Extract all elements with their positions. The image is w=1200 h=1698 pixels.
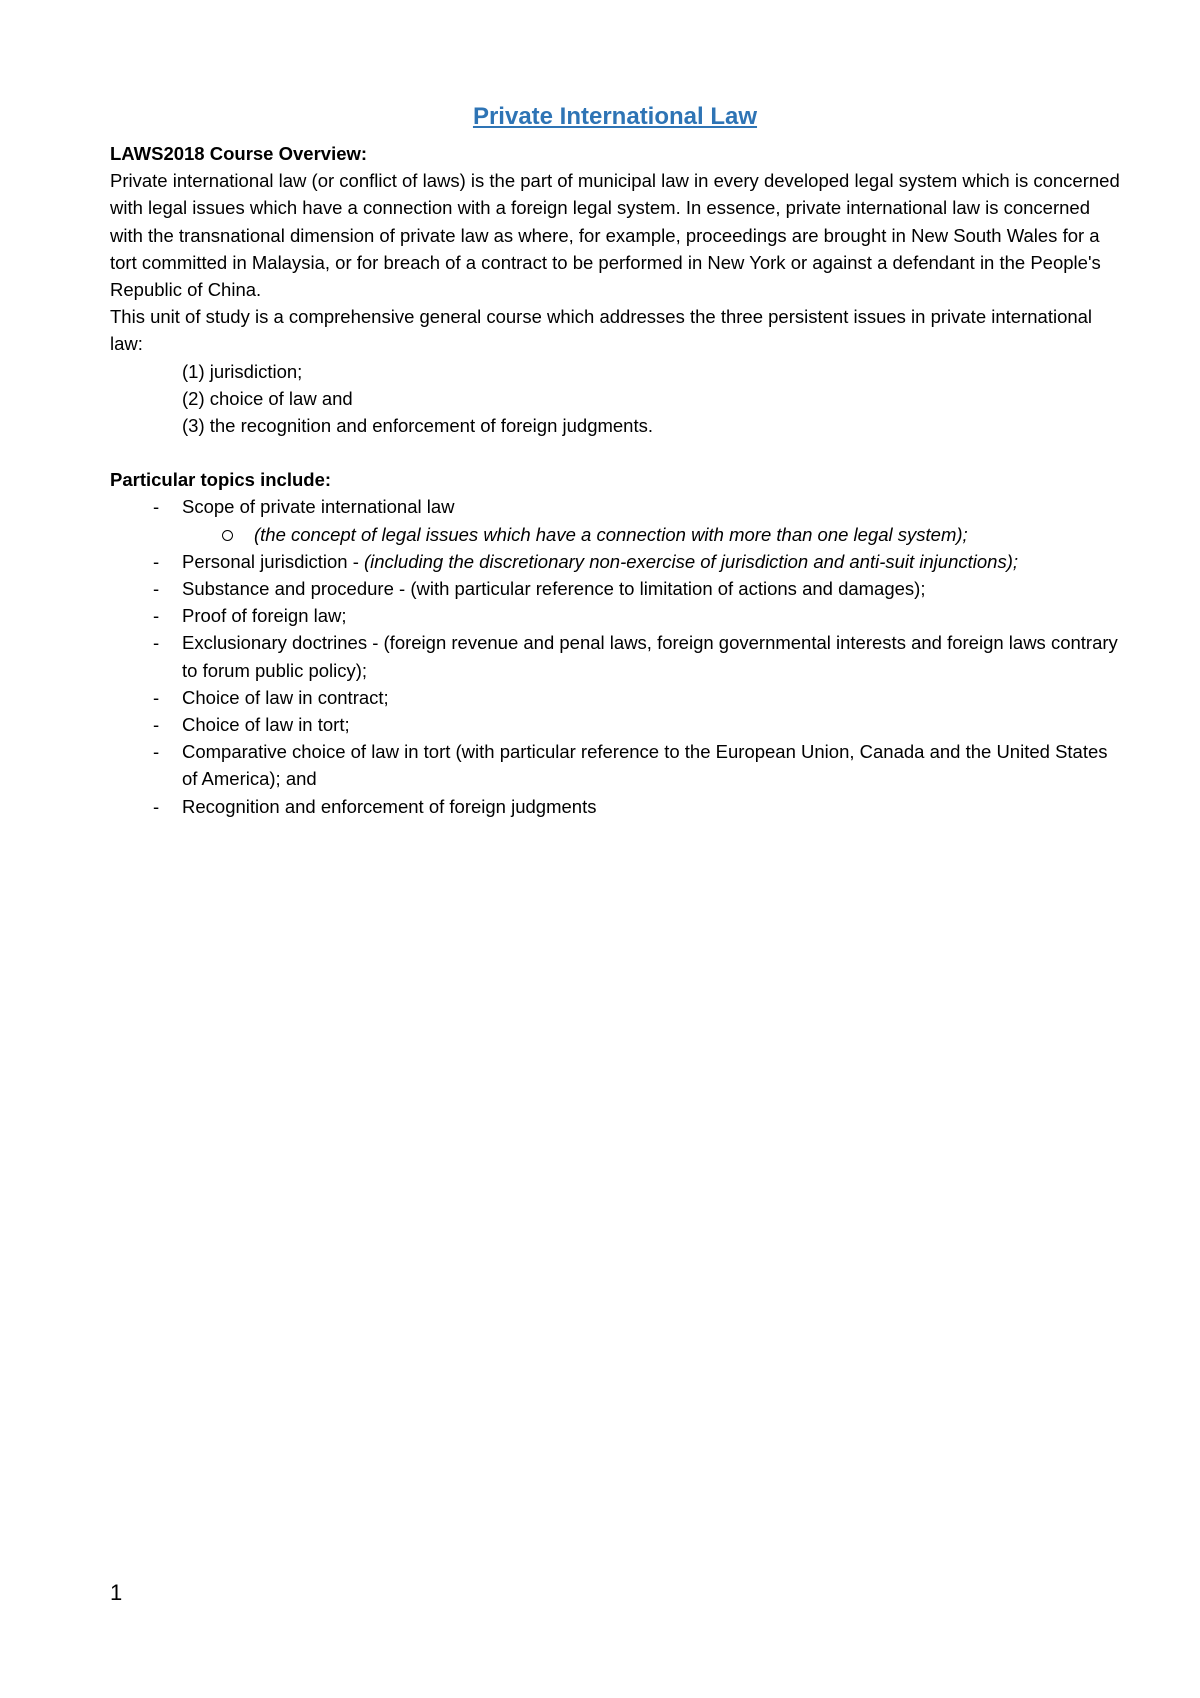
topic-text: Choice of law in contract; [182,686,389,708]
topic-item [110,738,1120,792]
topic-item [110,493,1120,547]
topic-text: Recognition and enforcement of foreign judgments [182,795,597,817]
document-title: Private International Law [472,103,758,130]
subtopic-item [110,521,1120,548]
dash-bullet: - [153,550,160,572]
dash-bullet: - [153,496,160,518]
topic-text: Choice of law in tort; [182,714,350,736]
topic-sublist [182,521,1120,548]
overview-paragraph: Private international law (or conflict of laws) is the part of municipal law in every developed legal system which is concerned with legal issues which have a connection with a foreign legal system. In essence, private international law is concerned with the transnational dimension of private law as where, for example, proceedings are brought in New South Wales for a tort committed in Malaysia, or for breach of a contract to be performed in New York or against a defendant in the People's Republic of China. [110,170,1120,301]
dash-bullet: - [153,632,160,654]
unit-paragraph: This unit of study is a comprehensive general course which addresses the three persistent issues in private international law: [110,306,1093,355]
dash-bullet: - [153,714,160,736]
topic-item [110,684,1120,711]
topic-item [110,602,1120,629]
issue-item: (2) choice of law and [182,387,353,409]
topic-text-italic: (including the discretionary non-exercise of jurisdiction and anti-suit injunctions); [364,550,1018,572]
document-content [110,100,1120,820]
page-number: 1 [110,1580,123,1605]
dash-bullet: - [153,578,160,600]
topic-item [110,548,1120,575]
topic-item [110,711,1120,738]
paragraph-spacer [110,439,1120,466]
dash-bullet: - [153,686,160,708]
topic-text: Personal jurisdiction - [182,550,364,572]
hollow-circle-icon [222,530,233,541]
topic-text: Scope of private international law [182,496,455,518]
subtopic-text: (the concept of legal issues which have a connection with more than one legal system); [254,523,968,545]
issue-item: (3) the recognition and enforcement of foreign judgments. [182,415,654,437]
overview-heading: LAWS2018 Course Overview: [110,143,368,164]
topics-heading: Particular topics include: [110,469,332,491]
dash-bullet: - [153,741,160,763]
topic-text: Proof of foreign law; [182,605,347,627]
issues-list [110,358,1120,440]
topic-item [110,629,1120,683]
topic-text: Exclusionary doctrines - (foreign revenue and penal laws, foreign governmental interests and foreign laws contrary to forum public policy); [182,632,1118,681]
issue-item: (1) jurisdiction; [182,360,303,382]
dash-bullet: - [153,605,160,627]
dash-bullet: - [153,795,160,817]
topic-item [110,575,1120,602]
topics-list [110,493,1120,819]
topic-text: Substance and procedure - (with particular reference to limitation of actions and damages); [182,578,926,600]
topic-item [110,793,1120,820]
topic-text: Comparative choice of law in tort (with particular reference to the European Union, Canada and the United States of America); and [182,741,1108,790]
